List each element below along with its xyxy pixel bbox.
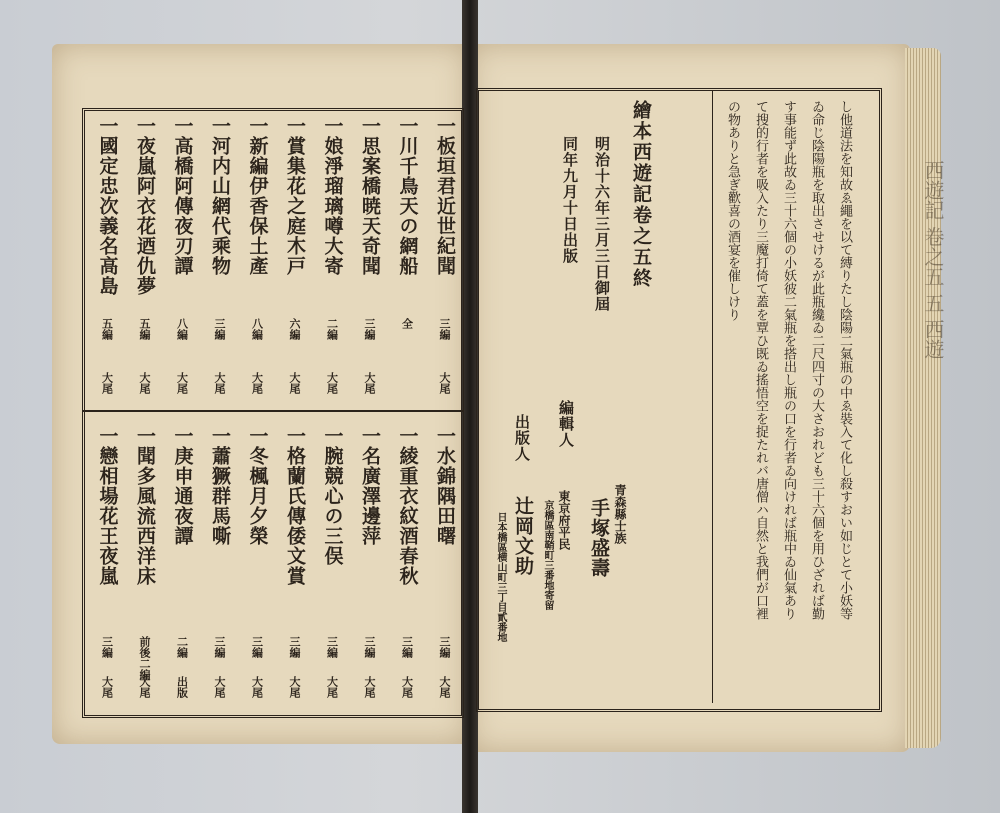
advert-divider [82, 410, 464, 412]
advert-title: 一蕭獗群馬嘶 [209, 426, 231, 546]
advert-volumes: 三編 [363, 636, 376, 658]
advert-volumes: 三編 [213, 318, 226, 340]
advert-status: 大尾 [175, 372, 189, 394]
advert-volumes: 三編 [100, 636, 114, 658]
advert-status: 大尾 [138, 676, 151, 698]
advert-volumes: 前後二編 [138, 636, 151, 680]
advert-title: 一思案橋暁天奇聞 [359, 116, 381, 276]
publisher-role: 出版人 [513, 414, 531, 462]
advert-title: 一河内山網代乘物 [209, 116, 231, 276]
editor-role: 編輯人 [557, 400, 575, 448]
editor-name: 手塚盛壽 [588, 498, 610, 578]
advert-volumes: 八編 [250, 318, 264, 340]
editor-address: 東京府平民 [557, 490, 571, 550]
advert-volumes: 二編 [175, 636, 189, 658]
advert-status: 大尾 [363, 676, 376, 698]
story-text-column: の物ありと急ぎ歡喜の酒宴を催しけり [725, 100, 740, 321]
story-text-column: ゐ命じ陰陽瓶を取出させけるが此瓶纔ゐ二尺四寸の大さおれども三十六個を用ひざれば勤 [809, 100, 824, 620]
advert-status: 大尾 [363, 372, 376, 394]
advert-volumes: 六編 [288, 318, 301, 340]
advert-status: 大尾 [400, 676, 414, 698]
story-text-column: し他道法を知故ゑ繩を以て縛りたし陰陽二氣瓶の中ゑ裝入て化し殺すおい如じとて小妖等 [837, 100, 852, 620]
advert-volumes: 三編 [288, 636, 301, 658]
date-published: 同年九月十日出版 [561, 136, 579, 264]
advert-status: 大尾 [100, 372, 114, 394]
advert-title: 一夜嵐阿衣花迺仇夢 [134, 116, 156, 296]
publisher-name: 辻岡文助 [512, 496, 534, 576]
advert-title: 一板垣君近世紀聞 [434, 116, 456, 276]
editor-address-detail: 京橋區南鞘町三番地寄留 [542, 500, 553, 610]
advert-title: 一戀相場花王夜嵐 [96, 426, 119, 586]
advert-status: 大尾 [250, 676, 264, 698]
advert-title: 一水錦隅田曙 [434, 426, 456, 546]
colophon-title: 繪本西遊記卷之五終 [630, 100, 652, 289]
advert-title: 一名廣澤邊萍 [359, 426, 381, 546]
advert-volumes: 五編 [138, 318, 151, 340]
advert-status: 大尾 [438, 676, 451, 698]
advert-status: 大尾 [288, 372, 301, 394]
advert-title: 一賞集花之庭木戸 [284, 116, 306, 276]
advert-title: 一國定忠次義名高島 [96, 116, 119, 296]
advert-status: 大尾 [325, 372, 339, 394]
advert-title: 一格蘭氏傳倭文賞 [284, 426, 306, 586]
colophon-divider [712, 91, 713, 703]
editor-origin: 青森縣士族 [613, 484, 627, 544]
advert-volumes: 三編 [213, 636, 226, 658]
advert-title: 一庚申通夜譚 [171, 426, 194, 546]
advert-status: 大尾 [438, 372, 451, 394]
advert-title: 一高橋阿傳夜刃譚 [171, 116, 194, 276]
advert-title: 一川千鳥天の網船 [396, 116, 419, 276]
advert-volumes: 五編 [100, 318, 114, 340]
advert-title: 一聞多風流西洋床 [134, 426, 156, 586]
advert-status: 大尾 [325, 676, 339, 698]
advert-status: 大尾 [213, 676, 226, 698]
publisher-address: 日本橋區横山町三丁目貳番地 [495, 512, 506, 642]
advert-volumes: 三編 [400, 636, 414, 658]
advert-status: 大尾 [288, 676, 301, 698]
advert-title: 一腕競心の三俣 [321, 426, 344, 566]
advert-status: 大尾 [213, 372, 226, 394]
advert-volumes: 三編 [438, 636, 451, 658]
advert-title: 一冬楓月夕榮 [246, 426, 269, 546]
advert-status: 大尾 [138, 372, 151, 394]
advert-volumes: 三編 [250, 636, 264, 658]
date-delivered: 明治十六年三月三日御屆 [593, 136, 611, 312]
advert-status: 大尾 [100, 676, 114, 698]
story-text-column: て搜的行者を吸入たり三魔打倚て蓋を覃ひ既ゐ搖悟空を捉たれバ唐僧ハ自然と我們が口裡 [753, 100, 768, 620]
story-text-column: す事能ず此故ゐ三十六個の小妖彼二氣瓶を搭出し瓶の口を行者ゐ向ければ瓶中ゐ仙氣あり [781, 100, 796, 620]
advert-title: 一娘淨瑠璃噂大寄 [321, 116, 344, 276]
advert-volumes: 全 [400, 318, 414, 329]
advert-volumes: 三編 [438, 318, 451, 340]
advert-volumes: 八編 [175, 318, 189, 340]
advert-title: 一新編伊香保土產 [246, 116, 269, 276]
advert-volumes: 三編 [325, 636, 339, 658]
advert-title: 一綾重衣紋酒春秋 [396, 426, 419, 586]
edge-text: 西遊記 卷之五 五 西遊 [921, 160, 945, 360]
advert-volumes: 三編 [363, 318, 376, 340]
advert-status: 出版 [175, 676, 189, 698]
advert-status: 大尾 [250, 372, 264, 394]
advert-volumes: 二編 [325, 318, 339, 340]
